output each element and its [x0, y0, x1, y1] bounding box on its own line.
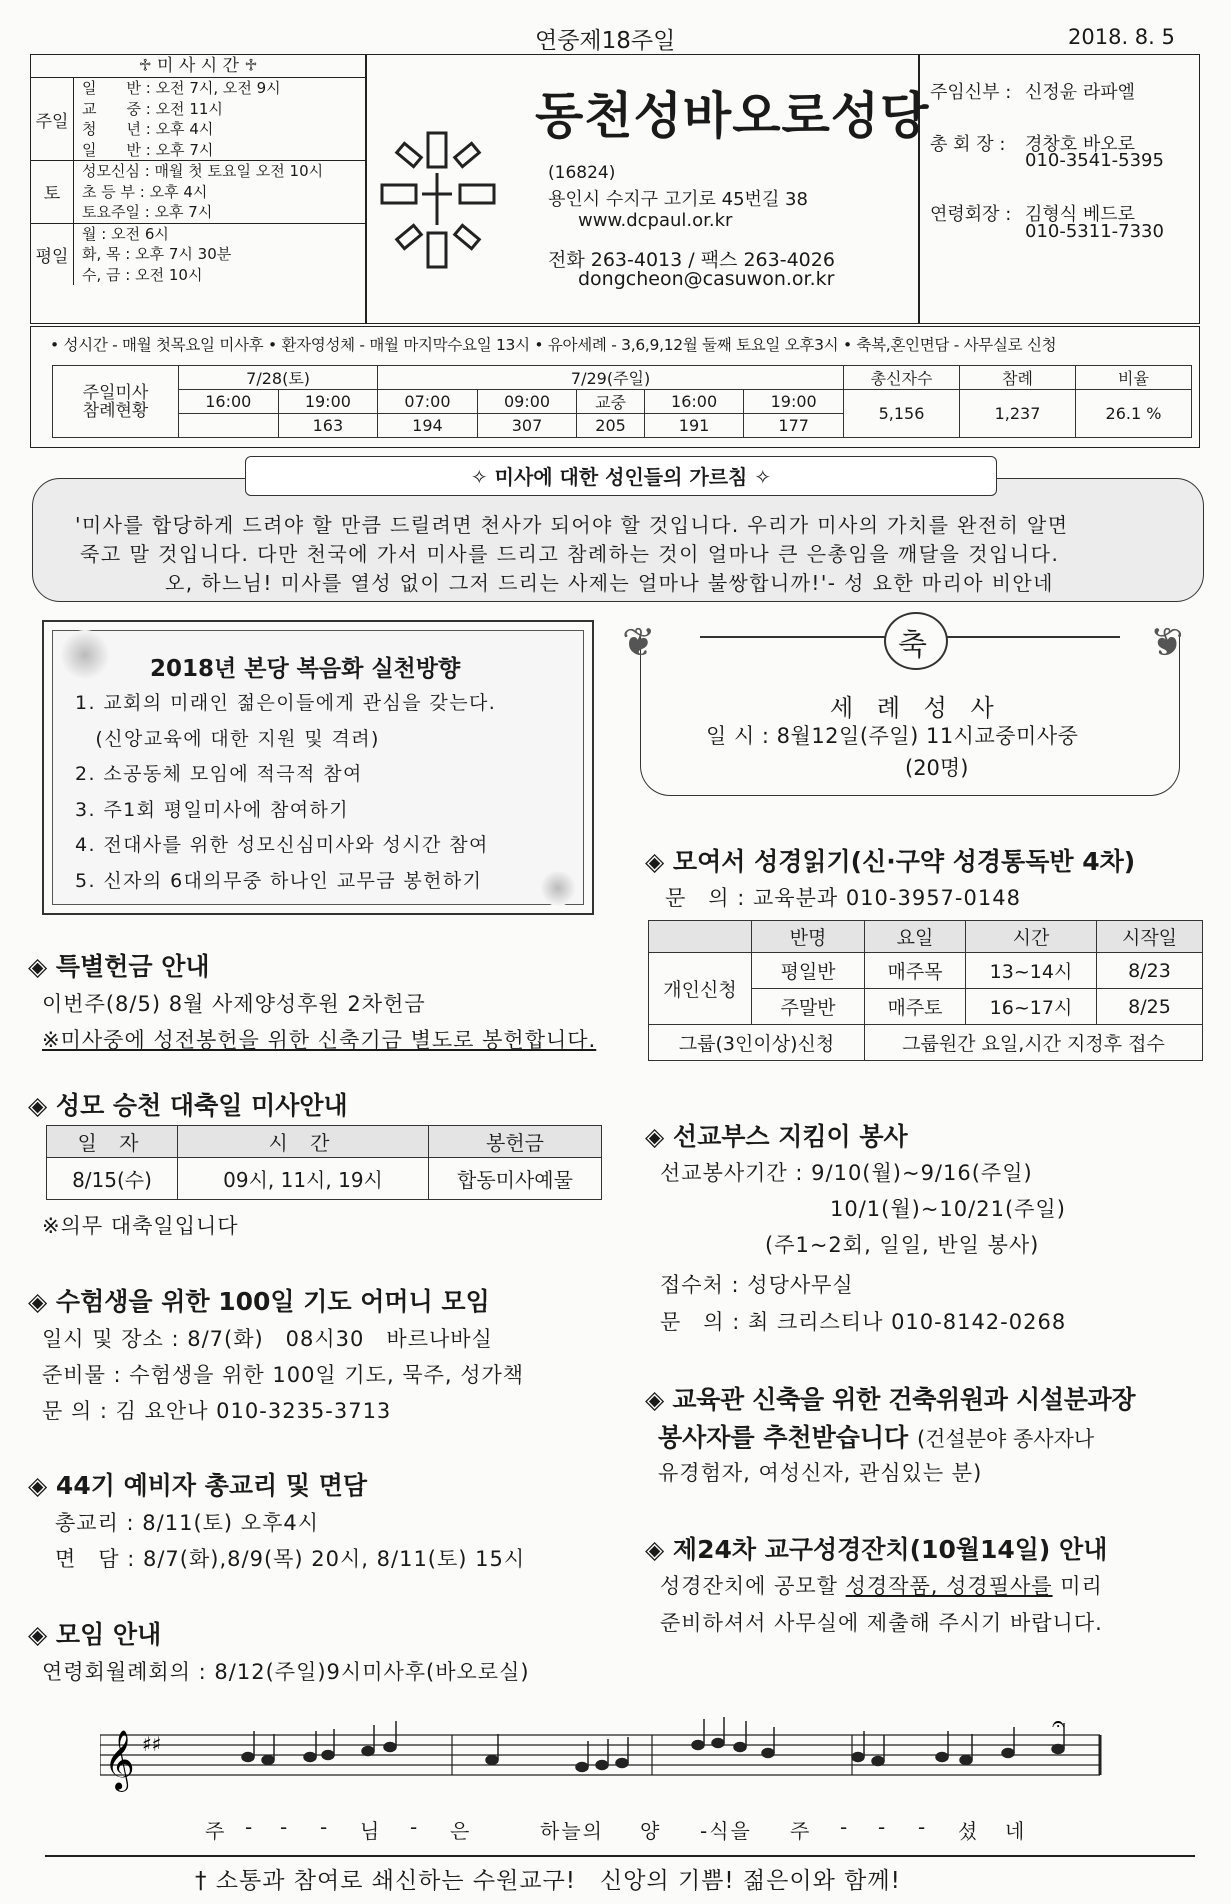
attendance-total: 5,156: [844, 390, 960, 438]
saints-line-3: 오, 하느님! 미사를 열성 없이 그저 드리는 사제는 얼마나 불쌍합니까!'- 성 요한 마리아 비안네: [165, 571, 1054, 595]
catechumen-line-2: 면 담 : 8/7(화),8/9(목) 20시, 8/11(토) 15시: [55, 1547, 526, 1571]
attendance-count: 177: [744, 414, 844, 438]
notice-bar: • 성시간 - 매월 첫목요일 미사후 • 환자영성체 - 매월 마지막수요일 13시 • 유아세례 - 3,6,9,12월 둘째 토요일 오후3시 • 축복,혼인면담 - 사무실로 신청: [50, 336, 1057, 354]
staff-president-phone: 010-3541-5395: [1025, 150, 1164, 171]
evangelization-item: 3. 주1회 평일미사에 참여하기: [75, 798, 350, 821]
attendance-time: 07:00: [378, 390, 478, 414]
special-offering-line-2: ※미사중에 성전봉헌을 위한 신축기금 별도로 봉헌합니다.: [42, 1028, 597, 1052]
music-staff: [100, 1705, 1140, 1815]
mass-time-row: 화, 목 : 오후 7시 30분: [82, 245, 232, 263]
bible-col-day: 요일: [865, 921, 966, 953]
evangelization-item: 5. 신자의 6대의무중 하나인 교무금 봉헌하기: [75, 869, 483, 892]
mass-time-row: 토요주일 : 오후 7시: [82, 203, 213, 221]
saints-line-2: 죽고 말 것입니다. 다만 천국에 가서 미사를 드리고 참례하는 것이 얼마나 큰 은총임을 깨달을 것입니다.: [80, 542, 1060, 566]
church-logo-icon: [378, 125, 498, 275]
church-website[interactable]: www.dcpaul.or.kr: [578, 210, 733, 231]
hymn-lyric: 셨: [958, 1819, 980, 1843]
hymn-lyric: 주: [790, 1819, 812, 1843]
church-address: 용인시 수지구 고기로 45번길 38: [548, 189, 808, 210]
music-note-icon: [596, 1761, 608, 1770]
music-note-icon: [852, 1753, 864, 1762]
attendance-time: 16:00: [644, 390, 744, 414]
education-note: (건설분야 종사자나: [916, 1427, 1095, 1451]
bible-group-label: 개인신청: [649, 953, 752, 1025]
mass-time-row: 성모신심 : 매월 첫 토요일 오전 10시: [82, 162, 324, 180]
attendance-count: 191: [644, 414, 744, 438]
attendance-count: 205: [577, 414, 644, 438]
hymn-lyric: 네: [1005, 1819, 1027, 1843]
catechumen-line-1: 총교리 : 8/11(토) 오후4시: [55, 1511, 320, 1535]
hymn-lyric: 주: [205, 1819, 227, 1843]
ribbon-left-icon: ❦: [622, 620, 656, 666]
ribbon-right-icon: ❦: [1150, 620, 1184, 666]
education-heading-2-text: 봉사자를 추천받습니다: [658, 1423, 909, 1452]
music-note-icon: [1002, 1749, 1014, 1758]
bible-festival-heading: ◈ 제24차 교구성경잔치(10월14일) 안내: [645, 1535, 1108, 1564]
exam-prayer-heading: ◈ 수험생을 위한 100일 기도 어머니 모임: [28, 1287, 490, 1316]
mass-times-title: ♱ 미 사 시 간 ♱: [31, 55, 365, 78]
assumption-table: [46, 1125, 602, 1200]
hymn-lyric: -: [918, 1815, 928, 1839]
decor-dot-icon: [540, 870, 576, 906]
baptism-title: 세 례 성 사: [830, 694, 1002, 722]
key-signature-icon: ♯♯: [142, 1732, 162, 1756]
evangelization-item: 4. 전대사를 위한 성모신심미사와 성시간 참여: [75, 834, 489, 856]
baptism-emblem: 축: [898, 628, 927, 663]
mass-time-row: 수, 금 : 오전 10시: [82, 265, 203, 284]
bible-festival-line-1b: 성경작품, 성경필사를: [845, 1574, 1053, 1598]
staff-funeral-name: 김형식 베드로: [1025, 204, 1136, 225]
attendance-count: 194: [378, 414, 478, 438]
hymn-lyric: -: [280, 1815, 290, 1839]
issue-date: 2018. 8. 5: [1068, 25, 1175, 49]
attendance-attend: 1,237: [960, 390, 1076, 438]
sunday-title: 연중제18주일: [535, 28, 676, 54]
exam-prayer-line-3: 문 의 : 김 요안나 010-3235-3713: [42, 1399, 392, 1423]
missionary-line-2: 10/1(월)~10/21(주일): [830, 1197, 1066, 1221]
assumption-heading: ◈ 성모 승천 대축일 미사안내: [28, 1091, 348, 1120]
hymn-lyric: -: [840, 1815, 850, 1839]
mass-group-label: 주일: [31, 78, 74, 160]
staff-funeral-label: 연령회장 :: [930, 204, 1012, 225]
hymn-lyric: 님: [360, 1819, 382, 1843]
hymn-lyric: -: [320, 1815, 330, 1839]
assumption-col-offering: 봉헌금: [429, 1126, 602, 1158]
meeting-heading: ◈ 모임 안내: [28, 1620, 162, 1649]
staff-funeral-phone: 010-5311-7330: [1025, 221, 1164, 242]
church-name: 동천성바오로성당: [535, 87, 930, 145]
mass-group: [31, 224, 365, 286]
education-line: 유경험자, 여성신자, 관심있는 분): [658, 1461, 983, 1485]
attendance-ratio: 26.1 %: [1076, 390, 1192, 438]
mass-group-label: 평일: [31, 224, 74, 286]
evangelization-item: 1. 교회의 미래인 젊은이들에게 관심을 갖는다.: [75, 692, 497, 714]
bible-row-name: 평일반: [752, 953, 865, 989]
music-note-icon: [872, 1757, 884, 1766]
mass-time-row: 일 반 : 오후 7시: [82, 140, 214, 159]
saints-line-1: '미사를 합당하게 드려야 할 만큼 드릴려면 천사가 되어야 할 것입니다. 우리가 미사의 가치를 완전히 알면: [75, 513, 1069, 537]
divider-left: [365, 54, 367, 324]
attendance-time: 교중: [577, 390, 644, 414]
church-postcode: (16824): [548, 163, 616, 183]
attendance-count: 307: [477, 414, 577, 438]
music-note-icon: [362, 1747, 374, 1756]
staff-president-name: 경창호 바오로: [1025, 134, 1136, 155]
assumption-col-time: 시 간: [178, 1126, 429, 1158]
missionary-heading: ◈ 선교부스 지킴이 봉사: [645, 1122, 908, 1151]
mass-time-row: 교 중 : 오전 11시: [82, 99, 223, 118]
assumption-col-date: 일 자: [47, 1126, 178, 1158]
music-note-icon: [960, 1756, 972, 1765]
hymn-lyric: 하늘의: [540, 1819, 604, 1843]
bible-row-time: 13~14시: [966, 953, 1097, 989]
baptism-line-2: (20명): [905, 756, 969, 780]
music-note-icon: [1052, 1745, 1064, 1754]
bible-row-start: 8/25: [1097, 989, 1203, 1025]
music-note-icon: [242, 1753, 254, 1762]
music-note-icon: [384, 1743, 396, 1752]
bible-col-name: 반명: [752, 921, 865, 953]
missionary-line-5: 문 의 : 최 크리스티나 010-8142-0268: [660, 1310, 1067, 1334]
bible-festival-line-1a: 성경잔치에 공모할: [660, 1574, 846, 1598]
hymn-lyric: -: [410, 1815, 420, 1839]
education-heading-2: [658, 1418, 1094, 1454]
mass-time-row: 청 년 : 오후 4시: [82, 120, 214, 138]
bible-festival-line-2: 준비하셔서 사무실에 제출해 주시기 바랍니다.: [660, 1611, 1103, 1635]
missionary-line-1: 선교봉사기간 : 9/10(월)~9/16(주일): [660, 1161, 1033, 1185]
footer-slogan: † 소통과 참여로 쇄신하는 수원교구! 신앙의 기쁨! 젊은이와 함께!: [195, 1868, 901, 1894]
mass-times: [31, 55, 365, 285]
bible-row-time: 16~17시: [966, 989, 1097, 1025]
evangelization-item: (신앙교육에 대한 지원 및 격려): [75, 727, 380, 750]
staff-priest-name: 신정윤 라파엘: [1025, 82, 1136, 103]
music-note-icon: [322, 1751, 334, 1760]
catechumen-heading: ◈ 44기 예비자 총교리 및 면담: [28, 1471, 368, 1500]
attendance-ratio-label: 비율: [1076, 366, 1192, 390]
assumption-note: ※의무 대축일입니다: [42, 1214, 239, 1238]
attendance-attend-label: 참례: [960, 366, 1076, 390]
assumption-date: 8/15(수): [47, 1158, 178, 1200]
attendance-count: [179, 414, 279, 438]
baptism-line-1: 일 시 : 8월12일(주일) 11시교중미사중: [706, 724, 1079, 748]
music-note-icon: [762, 1749, 774, 1758]
saints-teaching-title: ✧ 미사에 대한 성인들의 가르침 ✧: [245, 456, 997, 496]
hymn-lyric: 은: [450, 1819, 472, 1843]
staff-priest-label: 주임신부 :: [930, 82, 1012, 103]
attendance-day2: 7/29(주일): [378, 366, 844, 390]
music-note-icon: [712, 1739, 724, 1748]
exam-prayer-line-1: 일시 및 장소 : 8/7(화) 08시30 바르나바실: [42, 1327, 493, 1351]
mass-time-row: 월 : 오전 6시: [82, 224, 169, 243]
music-note-icon: [576, 1763, 588, 1772]
mass-time-row: 일 반 : 오전 7시, 오전 9시: [82, 79, 281, 97]
exam-prayer-line-2: 준비물 : 수험생을 위한 100일 기도, 묵주, 성가책: [42, 1363, 525, 1387]
attendance-row-label: 주일미사 참례현황: [53, 366, 179, 438]
attendance-time: 19:00: [278, 390, 378, 414]
assumption-time: 09시, 11시, 19시: [178, 1158, 429, 1200]
music-note-icon: [304, 1753, 316, 1762]
bible-group-row-label: 그룹(3인이상)신청: [649, 1025, 865, 1061]
bible-row-name: 주말반: [752, 989, 865, 1025]
evangelization-item: 2. 소공동체 모임에 적극적 참여: [75, 763, 363, 785]
hymn-lyric: 양: [640, 1819, 662, 1843]
treble-clef-icon: 𝄞: [104, 1730, 135, 1790]
mass-group: [31, 161, 365, 224]
music-note-icon: [692, 1741, 704, 1750]
mass-group: [31, 78, 365, 161]
music-note-icon: [262, 1756, 274, 1765]
bible-reading-contact: 문 의 : 교육분과 010-3957-0148: [665, 886, 1021, 910]
attendance-time: 19:00: [744, 390, 844, 414]
bible-row-day: 매주토: [865, 989, 966, 1025]
bible-col-start: 시작일: [1097, 921, 1203, 953]
bible-festival-line-1c: 미리: [1052, 1574, 1103, 1598]
attendance-time: 09:00: [477, 390, 577, 414]
hymn-lyric: -: [878, 1815, 888, 1839]
meeting-line: 연령회월례회의 : 8/12(주일)9시미사후(바오로실): [42, 1660, 530, 1684]
special-offering-heading: ◈ 특별헌금 안내: [28, 952, 210, 981]
mass-group-label: 토: [31, 161, 74, 223]
education-heading-1: ◈ 교육관 신축을 위한 건축위원과 시설분과장: [645, 1385, 1136, 1414]
missionary-line-3: (주1~2회, 일일, 반일 봉사): [765, 1233, 1040, 1257]
footer-rule: [45, 1855, 1195, 1857]
music-note-icon: [734, 1743, 746, 1752]
attendance-time: 16:00: [179, 390, 279, 414]
bible-row-start: 8/23: [1097, 953, 1203, 989]
music-note-icon: [616, 1759, 628, 1768]
church-phone: 전화 263-4013 / 팩스 263-4026: [548, 249, 835, 271]
missionary-line-4: 접수처 : 성당사무실: [660, 1273, 854, 1297]
bible-reading-table: [648, 920, 1203, 1061]
staff-president-label: 총 회 장 :: [930, 134, 1006, 155]
special-offering-line-1: 이번주(8/5) 8월 사제양성후원 2차헌금: [42, 992, 426, 1016]
hymn-lyric: -: [245, 1815, 255, 1839]
assumption-offering: 합동미사예물: [429, 1158, 602, 1200]
decor-dot-icon: [60, 630, 110, 680]
music-note-icon: [486, 1756, 498, 1765]
attendance-total-label: 총신자수: [844, 366, 960, 390]
bible-reading-heading: ◈ 모여서 성경읽기(신·구약 성경통독반 4차): [645, 847, 1136, 876]
church-email[interactable]: dongcheon@casuwon.or.kr: [578, 268, 835, 290]
music-note-icon: [936, 1753, 948, 1762]
bible-col-time: 시간: [966, 921, 1097, 953]
fermata-icon: 𝄐: [1052, 1712, 1065, 1737]
hymn-lyric: -식을: [700, 1819, 752, 1843]
mass-time-row: 초 등 부 : 오후 4시: [82, 182, 208, 201]
bible-row-day: 매주목: [865, 953, 966, 989]
bible-group-row-value: 그룹원간 요일,시간 지정후 접수: [865, 1025, 1203, 1061]
attendance-table: [52, 365, 1192, 438]
bible-festival-line-1: [660, 1570, 1103, 1600]
attendance-count: 163: [278, 414, 378, 438]
evangelization-title: 2018년 본당 복음화 실천방향: [150, 656, 461, 682]
attendance-day1: 7/28(토): [179, 366, 378, 390]
